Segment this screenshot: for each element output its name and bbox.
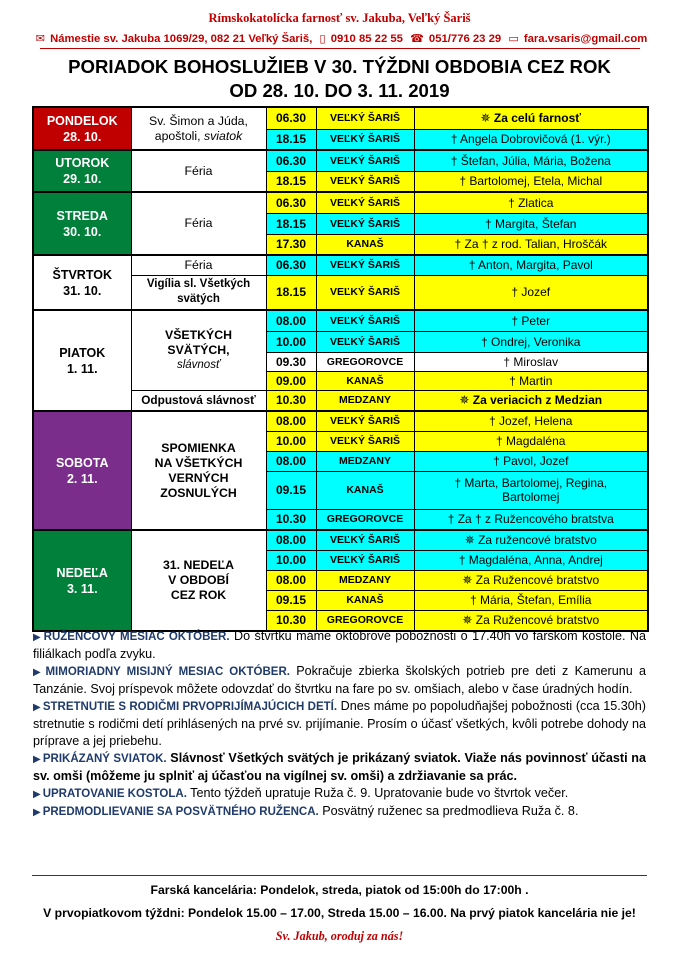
mass-time: 10.00 bbox=[266, 550, 316, 570]
day-cell-sunday: NEDEĽA 3. 11. bbox=[33, 530, 131, 631]
mobile-number: 0910 85 22 55 bbox=[330, 33, 403, 45]
mass-intention: † Štefan, Júlia, Mária, Božena bbox=[414, 150, 648, 171]
mass-place: VEĽKÝ ŠARIŠ bbox=[316, 255, 414, 275]
mass-time: 09.30 bbox=[266, 352, 316, 371]
mass-time: 10.00 bbox=[266, 331, 316, 352]
day-cell-friday: PIATOK 1. 11. bbox=[33, 310, 131, 411]
mass-place: GREGOROVCE bbox=[316, 509, 414, 530]
mass-place: MEDZANY bbox=[316, 570, 414, 590]
mass-place: VEĽKÝ ŠARIŠ bbox=[316, 431, 414, 451]
mass-time: 18.15 bbox=[266, 213, 316, 234]
phone-number: 051/776 23 29 bbox=[428, 33, 502, 45]
notice-rosary-month: ▶ RUŽENCOVÝ MESIAC OKTÓBER. Do štvrtku máme októbrové pobožnosti o 17.40h vo farskom kostole. Na filiálkach podľa zvyku. bbox=[33, 629, 646, 661]
page-subtitle: OD 28. 10. DO 3. 11. 2019 bbox=[229, 80, 450, 101]
day-description: Vigília sl. Všetkých svätých bbox=[131, 275, 266, 310]
day-description: Féria bbox=[131, 255, 266, 275]
mass-intention: † Magdaléna bbox=[414, 431, 648, 451]
mass-intention: † Ondrej, Veronika bbox=[414, 331, 648, 352]
mass-intention: † Anton, Margita, Pavol bbox=[414, 255, 648, 275]
closing-prayer: Sv. Jakub, oroduj za nás! bbox=[275, 929, 404, 943]
mass-intention: † Mária, Štefan, Emília bbox=[414, 590, 648, 610]
computer-icon: ▭ bbox=[508, 33, 519, 45]
arrow-icon: ▶ bbox=[33, 789, 41, 800]
table-row bbox=[33, 411, 648, 431]
mass-intention: † Jozef, Helena bbox=[414, 411, 648, 431]
mass-intention: † Margita, Štefan bbox=[414, 213, 648, 234]
office-hours: Farská kancelária: Pondelok, streda, piatok od 15:00h do 17:00h . bbox=[150, 883, 529, 897]
mass-intention: † Marta, Bartolomej, Regina, Bartolomej bbox=[414, 471, 648, 509]
mass-time: 08.00 bbox=[266, 570, 316, 590]
mass-time: 06.30 bbox=[266, 107, 316, 129]
mass-place: MEDZANY bbox=[316, 451, 414, 471]
mass-place: KANAŠ bbox=[316, 371, 414, 390]
mass-place: VEĽKÝ ŠARIŠ bbox=[316, 129, 414, 150]
mass-place: GREGOROVCE bbox=[316, 352, 414, 371]
mass-time: 06.30 bbox=[266, 255, 316, 275]
day-description: Odpustová slávnosť bbox=[131, 390, 266, 411]
table-row bbox=[33, 310, 648, 331]
day-description: SPOMIENKA NA VŠETKÝCH VERNÝCH ZOSNULÝCH bbox=[131, 411, 266, 530]
mass-place: MEDZANY bbox=[316, 390, 414, 411]
mass-place: VEĽKÝ ŠARIŠ bbox=[316, 275, 414, 310]
mass-intention: † Pavol, Jozef bbox=[414, 451, 648, 471]
arrow-icon: ▶ bbox=[33, 807, 41, 818]
phone-icon: ☎ bbox=[410, 33, 424, 45]
mass-time: 09.15 bbox=[266, 471, 316, 509]
mass-intention: † Magdaléna, Anna, Andrej bbox=[414, 550, 648, 570]
mass-time: 08.00 bbox=[266, 530, 316, 550]
mass-intention: † Miroslav bbox=[414, 352, 648, 371]
notice-church-cleaning: ▶ UPRATOVANIE KOSTOLA. Tento týždeň upratuje Ruža č. 9. Upratovanie bude vo štvrtok večer. bbox=[33, 786, 569, 800]
envelope-icon: ✉ bbox=[35, 33, 45, 45]
mass-place: VEĽKÝ ŠARIŠ bbox=[316, 530, 414, 550]
mass-intention: † Martin bbox=[414, 371, 648, 390]
parish-name: Rímskokatolícka farnosť sv. Jakuba, Veľký Šariš bbox=[208, 11, 471, 25]
mass-time: 10.30 bbox=[266, 509, 316, 530]
mass-time: 18.15 bbox=[266, 171, 316, 192]
day-description: 31. NEDEĽA V OBDOBÍ CEZ ROK bbox=[131, 530, 266, 631]
mobile-phone-icon: ▯ bbox=[319, 33, 326, 45]
mass-place: VEĽKÝ ŠARIŠ bbox=[316, 213, 414, 234]
page-title: PORIADOK BOHOSLUŽIEB V 30. TÝŽDNI OBDOBIA CEZ ROK bbox=[68, 56, 611, 77]
mass-time: 10.00 bbox=[266, 431, 316, 451]
table-row bbox=[33, 107, 648, 129]
notice-parents-meeting: ▶ STRETNUTIE S RODIČMI PRVOPRIJÍMAJÚCICH DETÍ. Dnes máme po popoludňajšej pobožnosti (cca 15.30h) stretnutie s rodičmi detí prihlásených na prvé sv. prijímanie. Prosím o účasť všetkých, kvôli potrebe dohody na príprave a jej priebehu. bbox=[33, 699, 646, 748]
mass-time: 08.00 bbox=[266, 411, 316, 431]
mass-intention: † Za † z rod. Talian, Hroščák bbox=[414, 234, 648, 255]
mass-place: VEĽKÝ ŠARIŠ bbox=[316, 411, 414, 431]
mass-intention: † Za † z Ružencového bratstva bbox=[414, 509, 648, 530]
day-cell-thursday: ŠTVRTOK 31. 10. bbox=[33, 255, 131, 310]
day-description: Féria bbox=[131, 150, 266, 192]
mass-intention: † Angela Dobrovičová (1. výr.) bbox=[414, 129, 648, 150]
mass-place: VEĽKÝ ŠARIŠ bbox=[316, 171, 414, 192]
mass-place: KANAŠ bbox=[316, 471, 414, 509]
notice-rosary-prayer: ▶ PREDMODLIEVANIE SA POSVÄTNÉHO RUŽENCA. Posvätný ruženec sa predmodlieva Ruža č. 8. bbox=[33, 804, 579, 818]
mass-time: 08.00 bbox=[266, 310, 316, 331]
mass-time: 06.30 bbox=[266, 150, 316, 171]
first-week-hours: V prvopiatkovom týždni: Pondelok 15.00 – 17.00, Streda 15.00 – 16.00. Na prvý piatok kancelária nie je! bbox=[43, 906, 636, 920]
day-description: VŠETKÝCH SVÄTÝCH, slávnosť bbox=[131, 310, 266, 390]
email[interactable]: fara.vsaris@gmail.com bbox=[523, 33, 648, 45]
mass-time: 09.15 bbox=[266, 590, 316, 610]
mass-time: 10.30 bbox=[266, 390, 316, 411]
mass-time: 18.15 bbox=[266, 129, 316, 150]
mass-place: KANAŠ bbox=[316, 234, 414, 255]
day-cell-tuesday: UTOROK 29. 10. bbox=[33, 150, 131, 192]
mass-time: 06.30 bbox=[266, 192, 316, 213]
day-description: Féria bbox=[131, 192, 266, 255]
contact-line bbox=[0, 32, 679, 45]
mass-time: 17.30 bbox=[266, 234, 316, 255]
mass-intention: ✵ Za Ružencové bratstvo bbox=[414, 610, 648, 631]
table-row bbox=[33, 192, 648, 213]
mass-intention: † Zlatica bbox=[414, 192, 648, 213]
mass-place: VEĽKÝ ŠARIŠ bbox=[316, 331, 414, 352]
arrow-icon: ▶ bbox=[33, 667, 44, 678]
day-cell-saturday: SOBOTA 2. 11. bbox=[33, 411, 131, 530]
notices bbox=[33, 628, 646, 821]
mass-place: VEĽKÝ ŠARIŠ bbox=[316, 107, 414, 129]
arrow-icon: ▶ bbox=[33, 702, 41, 713]
day-cell-monday: PONDELOK 28. 10. bbox=[33, 107, 131, 150]
mass-place: VEĽKÝ ŠARIŠ bbox=[316, 150, 414, 171]
footer-divider bbox=[32, 875, 647, 876]
day-description: Sv. Šimon a Júda, apoštoli, sviatok bbox=[131, 107, 266, 150]
notice-mission-month: ▶ MIMORIADNY MISIJNÝ MESIAC OKTÓBER. Pokračuje zbierka školských potrieb pre deti z Kamerunu a Tanzánie. Svoj príspevok môžete odovzdať do štvrtku na fare po sv. omšiach, alebo v čase úradných hodín. bbox=[33, 664, 646, 696]
mass-intention: † Bartolomej, Etela, Michal bbox=[414, 171, 648, 192]
mass-place: KANAŠ bbox=[316, 590, 414, 610]
schedule-table bbox=[32, 106, 649, 632]
mass-place: GREGOROVCE bbox=[316, 610, 414, 631]
mass-intention: † Jozef bbox=[414, 275, 648, 310]
arrow-icon: ▶ bbox=[33, 632, 42, 643]
mass-time: 08.00 bbox=[266, 451, 316, 471]
mass-intention: † Peter bbox=[414, 310, 648, 331]
mass-intention: ✵ Za veriacich z Medzian bbox=[414, 390, 648, 411]
mass-time: 18.15 bbox=[266, 275, 316, 310]
mass-intention: ✵ Za celú farnosť bbox=[414, 107, 648, 129]
mass-intention: ✵ Za ružencové bratstvo bbox=[414, 530, 648, 550]
mass-intention: ✵ Za Ružencové bratstvo bbox=[414, 570, 648, 590]
address: Námestie sv. Jakuba 1069/29, 082 21 Veľký Šariš, bbox=[50, 33, 313, 45]
mass-place: VEĽKÝ ŠARIŠ bbox=[316, 192, 414, 213]
mass-time: 09.00 bbox=[266, 371, 316, 390]
table-row bbox=[33, 255, 648, 275]
mass-time: 10.30 bbox=[266, 610, 316, 631]
day-cell-wednesday: STREDA 30. 10. bbox=[33, 192, 131, 255]
header-divider bbox=[40, 48, 640, 49]
mass-place: VEĽKÝ ŠARIŠ bbox=[316, 550, 414, 570]
table-row bbox=[33, 150, 648, 171]
mass-place: VEĽKÝ ŠARIŠ bbox=[316, 310, 414, 331]
arrow-icon: ▶ bbox=[33, 754, 41, 765]
table-row bbox=[33, 530, 648, 550]
notice-holy-day: ▶ PRIKÁZANÝ SVIATOK. Slávnosť Všetkých svätých je prikázaný sviatok. Viaže nás povinnosť účasti na sv. omši (môžeme ju splniť aj účasťou na vigílnej sv. omši) a zdržiavanie sa prác. bbox=[33, 751, 646, 783]
